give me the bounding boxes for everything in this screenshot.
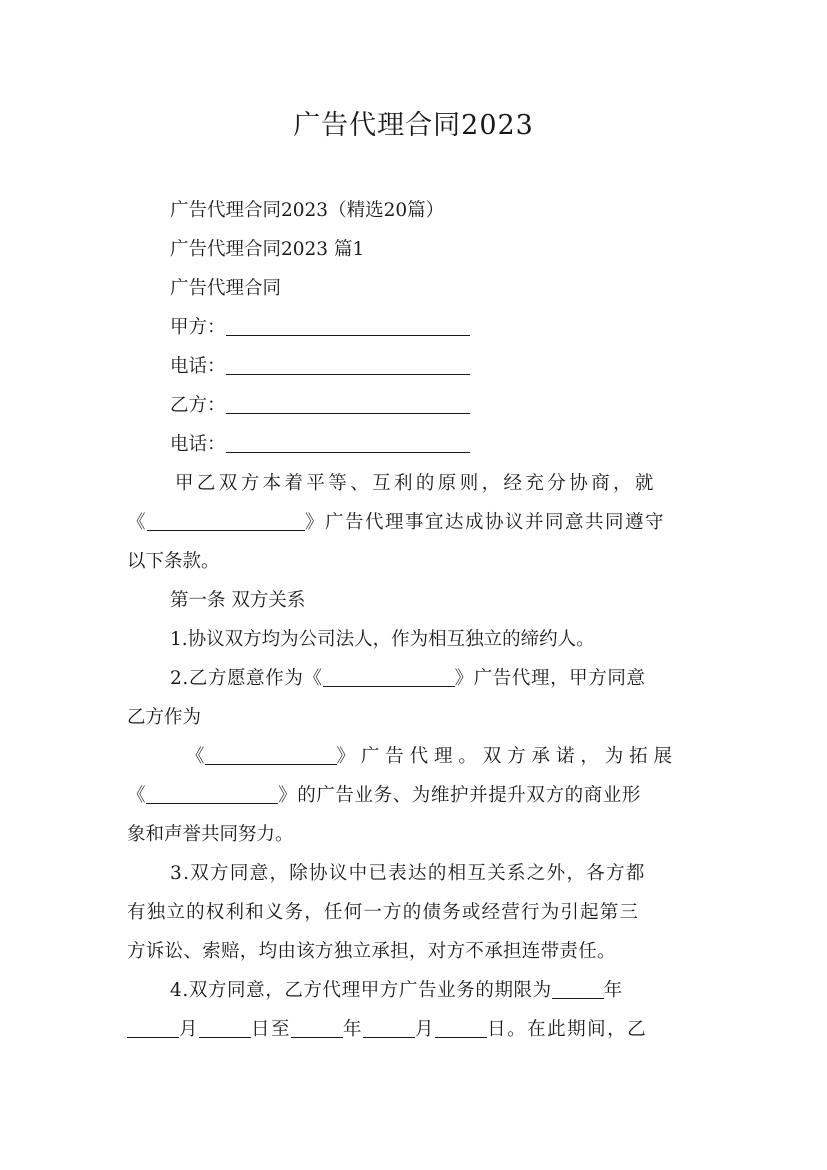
- clause-4-day-blank-2: [435, 1019, 487, 1038]
- clause-2-line-1: 2.乙方愿意作为《 》广告代理，甲方同意: [170, 668, 646, 689]
- intro-blank: [147, 512, 305, 531]
- clause-1: 1.协议双方均为公司法人，作为相互独立的缔约人。: [170, 629, 595, 650]
- clause-4-year-blank-1: [552, 980, 604, 999]
- clause-2-line-5: 象和声誉共同努力。: [127, 824, 294, 845]
- intro-line-1: 甲乙双方本着平等、互利的原则，经充分协商，就: [175, 473, 657, 494]
- clause-4-month-blank-2: [363, 1019, 415, 1038]
- clause-3-line-3: 方诉讼、索赔，均由该方独立承担，对方不承担连带责任。: [127, 941, 616, 962]
- phone-b-label: 电话：: [170, 434, 226, 455]
- party-a-row: [170, 316, 470, 340]
- clause-4-line-2: 月 日至 年 月 日。在此期间，乙: [127, 1018, 647, 1042]
- clause-2-line-4: 《 》的广告业务、为维护并提升双方的商业形: [127, 785, 642, 806]
- clause-2-line-2: 乙方作为: [127, 707, 202, 728]
- intro-line-2: 《 》广告代理事宜达成协议并同意共同遵守: [127, 512, 666, 533]
- party-b-label: 乙方：: [170, 395, 226, 416]
- party-b-blank: [226, 395, 470, 414]
- clause-2-blank-1: [323, 668, 455, 687]
- phone-b-blank: [226, 434, 470, 453]
- section-heading: 广告代理合同2023 篇1: [170, 239, 365, 260]
- subtitle: 广告代理合同2023（精选20篇）: [170, 200, 445, 221]
- clause-3-line-2: 有独立的权利和义务，任何一方的债务或经营行为引起第三: [127, 902, 640, 923]
- party-a-label: 甲方：: [170, 317, 226, 338]
- clause-4-line-1: 4.双方同意，乙方代理甲方广告业务的期限为 年: [170, 980, 623, 1001]
- clause-2-blank-3: [146, 785, 278, 804]
- clause-4-day-blank-1: [199, 1019, 251, 1038]
- clause-3-line-1: 3.双方同意，除协议中已表达的相互关系之外，各方都: [170, 863, 646, 884]
- party-a-blank: [226, 317, 470, 336]
- intro-line-3: 以下条款。: [127, 551, 220, 572]
- clause-4-year-blank-2: [291, 1019, 343, 1038]
- article-1-title: 第一条 双方关系: [170, 590, 306, 611]
- phone-a-label: 电话：: [170, 356, 226, 377]
- clause-2-line-3: 《 》 广 告 代 理 。 双 方 承 诺 ， 为 拓 展: [186, 746, 672, 767]
- phone-b-row: [170, 433, 470, 457]
- clause-4-month-blank-1: [127, 1019, 179, 1038]
- phone-a-row: [170, 355, 470, 379]
- contract-name: 广告代理合同: [170, 278, 282, 299]
- clause-2-blank-2: [205, 746, 337, 765]
- document-title: 广告代理合同2023: [293, 110, 534, 141]
- party-b-row: [170, 394, 470, 418]
- phone-a-blank: [226, 356, 470, 375]
